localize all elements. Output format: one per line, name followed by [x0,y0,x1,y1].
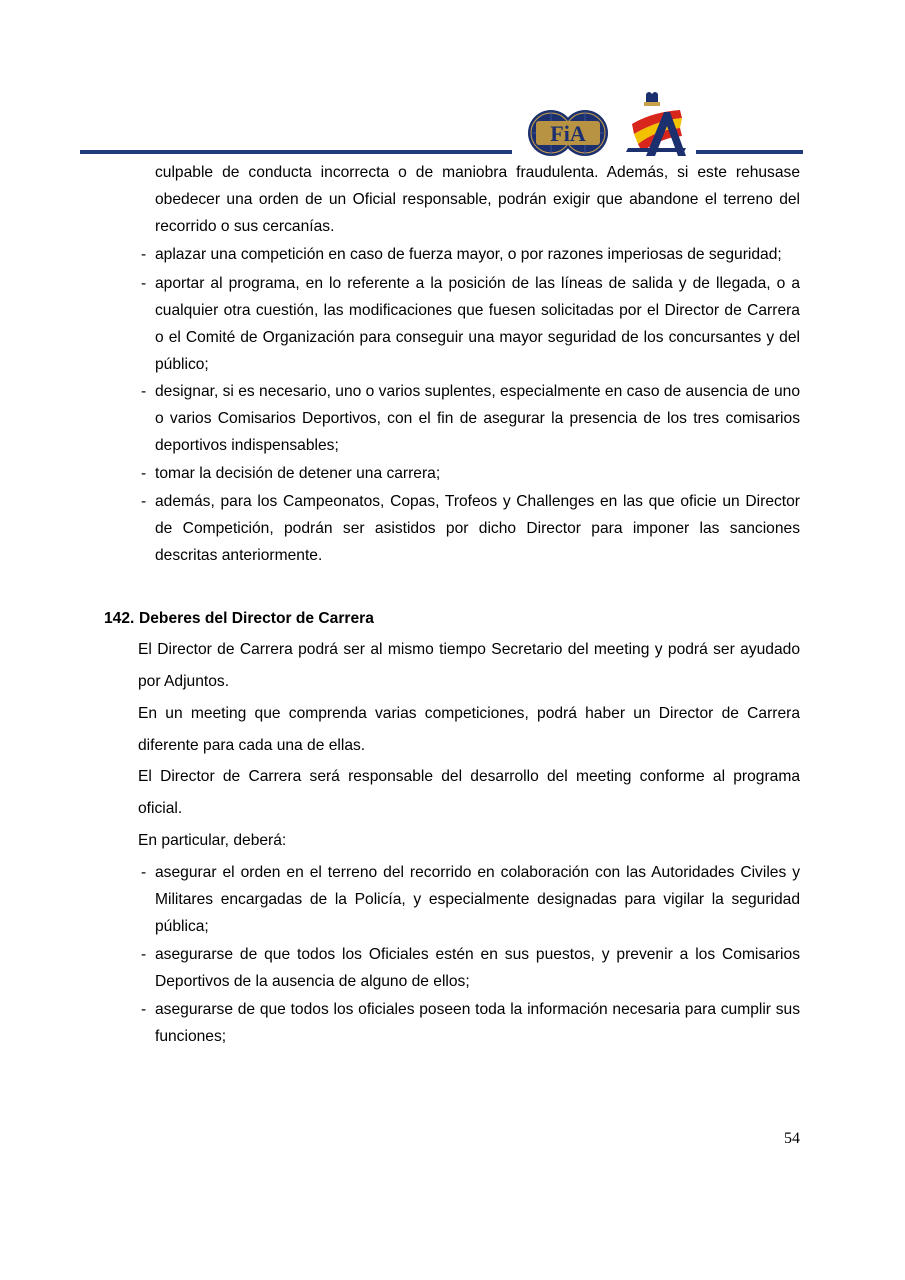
section-paragraph: En particular, deberá: [138,832,287,849]
section-number: 142. [104,610,135,627]
section-paragraph: En un meeting que comprenda varias competiciones, podrá haber un Director de Carrera diferente para cada una de ellas. [138,705,800,754]
list-dash: - [141,465,147,482]
list-item-text: además, para los Campeonatos, Copas, Trofeos y Challenges en las que oficie un Director de Competición, podrán ser asistidos por dicho Director para imponer las sanciones descritas anteriormente. [155,493,800,564]
list-item [141,859,800,940]
list-item [141,270,800,378]
list-item [141,460,800,487]
page-number: 54 [784,1130,800,1147]
list-item [141,378,800,459]
list-item-text: designar, si es necesario, uno o varios suplentes, especialmente en caso de ausencia de uno o varios Comisarios Deportivos, con el fin de asegurar la presencia de los tres comisarios deportivos indispensables; [155,383,800,454]
list-item [141,488,800,569]
list-item [141,941,800,995]
list-item-text: asegurar el orden en el terreno del recorrido en colaboración con las Autoridades Civiles y Militares encargadas de la Policía, y especialmente designadas para vigilar la seguridad pública; [155,864,800,935]
section-heading [104,605,804,632]
fia-logo [527,105,609,161]
svg-text:FiA: FiA [550,121,586,146]
list-dash: - [141,1001,147,1018]
list-dash: - [141,383,147,400]
list-dash: - [141,864,147,881]
list-item-text: tomar la decisión de detener una carrera; [155,465,441,482]
list-item-text: asegurarse de que todos los oficiales poseen toda la información necesaria para cumplir sus funciones; [155,1001,800,1045]
list-dash: - [141,946,147,963]
list-item [141,996,800,1050]
section-title: Deberes del Director de Carrera [139,610,374,627]
continuation-text: culpable de conducta incorrecta o de maniobra fraudulenta. Además, si este rehusase obedecer una orden de un Oficial responsable, podrán exigir que abandone el terreno del recorrido o sus cercanías. [155,164,800,235]
list-item-text: aportar al programa, en lo referente a la posición de las líneas de salida y de llegada, o a cualquier otra cuestión, las modificaciones que fuesen solicitadas por el Director de Carrera o el Comité de Organización para conseguir una mayor seguridad de los concursantes y del público; [155,275,800,373]
list-item [141,241,800,268]
list-dash: - [141,275,147,292]
header-rule-right [696,150,803,154]
header-rule-left [80,150,512,154]
list-item-text: aplazar una competición en caso de fuerza mayor, o por razones imperiosas de seguridad; [155,246,782,263]
rfea-logo [624,90,690,156]
list-item-text: asegurarse de que todos los Oficiales estén en sus puestos, y prevenir a los Comisarios Deportivos de la ausencia de alguno de ellos; [155,946,800,990]
list-dash: - [141,246,147,263]
section-paragraph: El Director de Carrera podrá ser al mismo tiempo Secretario del meeting y podrá ser ayudado por Adjuntos. [138,641,800,690]
section-paragraph: El Director de Carrera será responsable del desarrollo del meeting conforme al programa oficial. [138,768,800,817]
list-dash: - [141,493,147,510]
